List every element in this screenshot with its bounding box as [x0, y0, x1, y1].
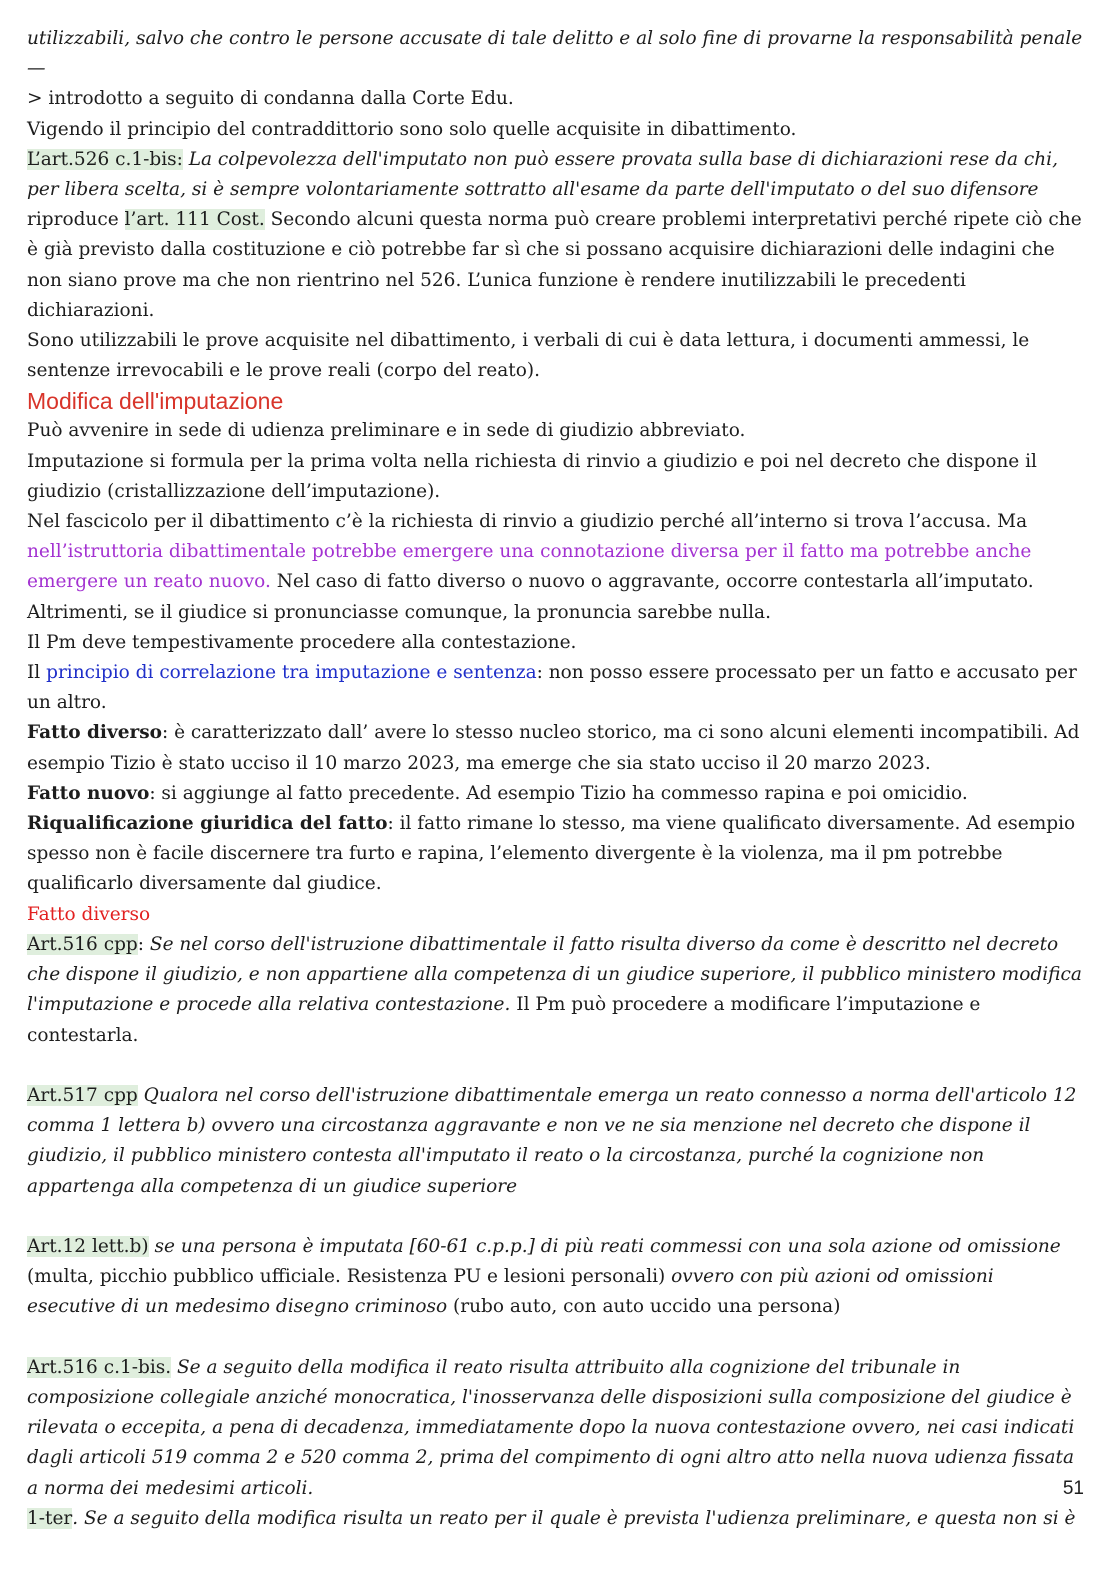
- section-heading: Modifica dell'imputazione: [27, 388, 284, 415]
- paragraph-art526: L’art.526 c.1-bis: La colpevolezza dell'imputato non può essere provata sulla base di dichiarazioni rese da chi, per libera scelta, si è sempre volontariamente sottratto all'esame da parte dell'imputato o del suo difensore riproduce l’art. 111 Cost. Secondo alcuni questa norma può creare problemi interpretativi perché ripete ciò che è già previsto dalla costituzione e ciò potrebbe far sì che si possano acquisire dichiarazioni delle indagini che non siano prove ma che non rientrino nel 526. L’unica funzione è rendere inutilizzabili le precedenti dichiarazioni.: [27, 148, 1082, 321]
- article-reference: Art.516 cpp: [27, 933, 138, 955]
- paragraph-utilizzabili: Sono utilizzabili le prove acquisite nel dibattimento, i verbali di cui è data lettura, i documenti ammessi, le sentenze irrevocabili e le prove reali (corpo del reato).: [27, 330, 1030, 382]
- paragraph: Imputazione si formula per la prima volta nella richiesta di rinvio a giudizio e poi nel decreto che dispone il giudizio (cristallizzazione dell’imputazione).: [27, 450, 1037, 502]
- article-quote: se una persona è imputata [60-61 c.p.p.] di più reati commessi con una sola azione od omissione: [148, 1235, 1061, 1257]
- article-quote: Se a seguito della modifica il reato risulta attribuito alla cognizione del tribunale in composizione collegiale anziché monocratica, l'inosservanza delle disposizioni sulla composizione del giudice è rilevata o eccepita, a pena di decadenza, immediatamente dopo la nuova contestazione ovvero, nei casi indicati dagli articoli 519 comma 2 e 520 comma 2, prima del compimento di ogni altro atto nella nuova udienza fissata a norma dei medesimi articoli.: [27, 1356, 1075, 1499]
- paragraph-intro: utilizzabili, salvo che contro le persone accusate di tale delitto e al solo fine di provarne la responsabilità penale — > introdotto a seguito di condanna dalla Corte Edu.: [27, 28, 1083, 110]
- article-reference: l’art. 111 Cost.: [124, 209, 265, 231]
- definition-riqualificazione: Riqualificazione giuridica del fatto: il fatto rimane lo stesso, ma viene qualificato diversamente. Ad esempio spesso non è facile discernere tra furto e rapina, l’elemento divergente è la violenza, ma il pm potrebbe qualificarlo diversamente dal giudice.: [27, 813, 1076, 895]
- article-quote: ovvero con più azioni od omissioni esecutive di un medesimo disegno criminoso: [27, 1266, 994, 1318]
- paragraph: Altrimenti, se il giudice si pronunciasse comunque, la pronuncia sarebbe nulla.: [27, 601, 771, 623]
- article-reference: Art.516 c.1-bis.: [27, 1356, 172, 1378]
- document-page: [27, 24, 1087, 1534]
- highlighted-text: principio di correlazione tra imputazione e sentenza: [46, 662, 537, 684]
- article-quote: . Se a seguito della modifica risulta un reato per il quale è prevista l'udienza preliminare, e questa non si è: [72, 1507, 1076, 1529]
- paragraph-contraddittorio: Vigendo il principio del contraddittorio sono solo quelle acquisite in dibattimento.: [27, 118, 797, 140]
- article-quote: Se nel corso dell'istruzione dibattimentale il fatto risulta diverso da come è descritto nel decreto che dispone il giudizio, e non appartiene alla competenza di un giudice superiore, il pubblico ministero modifica l'imputazione e procede alla relativa contestazione.: [27, 933, 1082, 1016]
- term: Fatto nuovo: [27, 782, 150, 804]
- paragraph-art12: Art.12 lett.b) se una persona è imputata [60-61 c.p.p.] di più reati commessi con una sola azione od omissione (multa, picchio pubblico ufficiale. Resistenza PU e lesioni personali) ovvero con più azioni od omissioni esecutive di un medesimo disegno criminoso (rubo auto, con auto uccido una persona): [27, 1235, 1061, 1318]
- article-quote: La colpevolezza dell'imputato non può essere provata sulla base di dichiarazioni rese da chi, per libera scelta, si è sempre volontariamente sottratto all'esame da parte dell'imputato o del suo difensore: [27, 148, 1058, 201]
- term: Riqualificazione giuridica del fatto: [27, 813, 388, 835]
- article-reference: Art.12 lett.b): [27, 1235, 149, 1257]
- paragraph: Può avvenire in sede di udienza preliminare e in sede di giudizio abbreviato.: [27, 420, 746, 442]
- paragraph-art516: Art.516 cpp: Se nel corso dell'istruzione dibattimentale il fatto risulta diverso da come è descritto nel decreto che dispone il giudizio, e non appartiene alla competenza di un giudice superiore, il pubblico ministero modifica l'imputazione e procede alla relativa contestazione. Il Pm può procedere a modificare l’imputazione e contestarla.: [27, 933, 1082, 1046]
- definition-fatto-nuovo: Fatto nuovo: si aggiunge al fatto precedente. Ad esempio Tizio ha commesso rapina e poi omicidio.: [27, 782, 968, 804]
- term: Fatto diverso: [27, 722, 162, 744]
- article-reference: L’art.526 c.1-bis:: [27, 148, 183, 170]
- paragraph-art517: [27, 1081, 1087, 1202]
- paragraph-art516-bis: [27, 1353, 1087, 1504]
- paragraph: Il Pm deve tempestivamente procedere alla contestazione.: [27, 631, 577, 653]
- paragraph-1ter: [27, 1504, 1087, 1534]
- paragraph: Il principio di correlazione tra imputazione e sentenza: non posso essere processato per un fatto e accusato per un altro.: [27, 662, 1077, 714]
- article-reference: Art.517 cpp: [27, 1084, 138, 1106]
- subheading: Fatto diverso: [27, 903, 151, 925]
- definition-fatto-diverso: Fatto diverso: è caratterizzato dall’ avere lo stesso nucleo storico, ma ci sono alcuni elementi incompatibili. Ad esempio Tizio è stato ucciso il 10 marzo 2023, ma emerge che sia stato ucciso il 20 marzo 2023.: [27, 722, 1080, 774]
- paragraph: Nel fascicolo per il dibattimento c’è la richiesta di rinvio a giudizio perché all’interno si trova l’accusa. Ma nell’istruttoria dibattimentale potrebbe emergere una connotazione diversa per il fatto ma potrebbe anche emergere un reato nuovo. Nel caso di fatto diverso o nuovo o aggravante, occorre contestarla all’imputato.: [27, 511, 1034, 593]
- article-reference: 1-ter: [27, 1507, 73, 1529]
- page-number: 51: [1062, 1478, 1084, 1499]
- article-quote: Qualora nel corso dell'istruzione dibattimentale emerga un reato connesso a norma dell'articolo 12 comma 1 lettera b) ovvero una circostanza aggravante e non ve ne sia menzione nel decreto che dispone il giudizio, il pubblico ministero contesta all'imputato il reato o la circostanza, purché la cognizione non appartenga alla competenza di un giudice superiore: [27, 1084, 1077, 1197]
- highlighted-text: nell’istruttoria dibattimentale potrebbe emergere una connotazione diversa per il fatto ma potrebbe anche emergere un reato nuovo.: [27, 541, 1032, 593]
